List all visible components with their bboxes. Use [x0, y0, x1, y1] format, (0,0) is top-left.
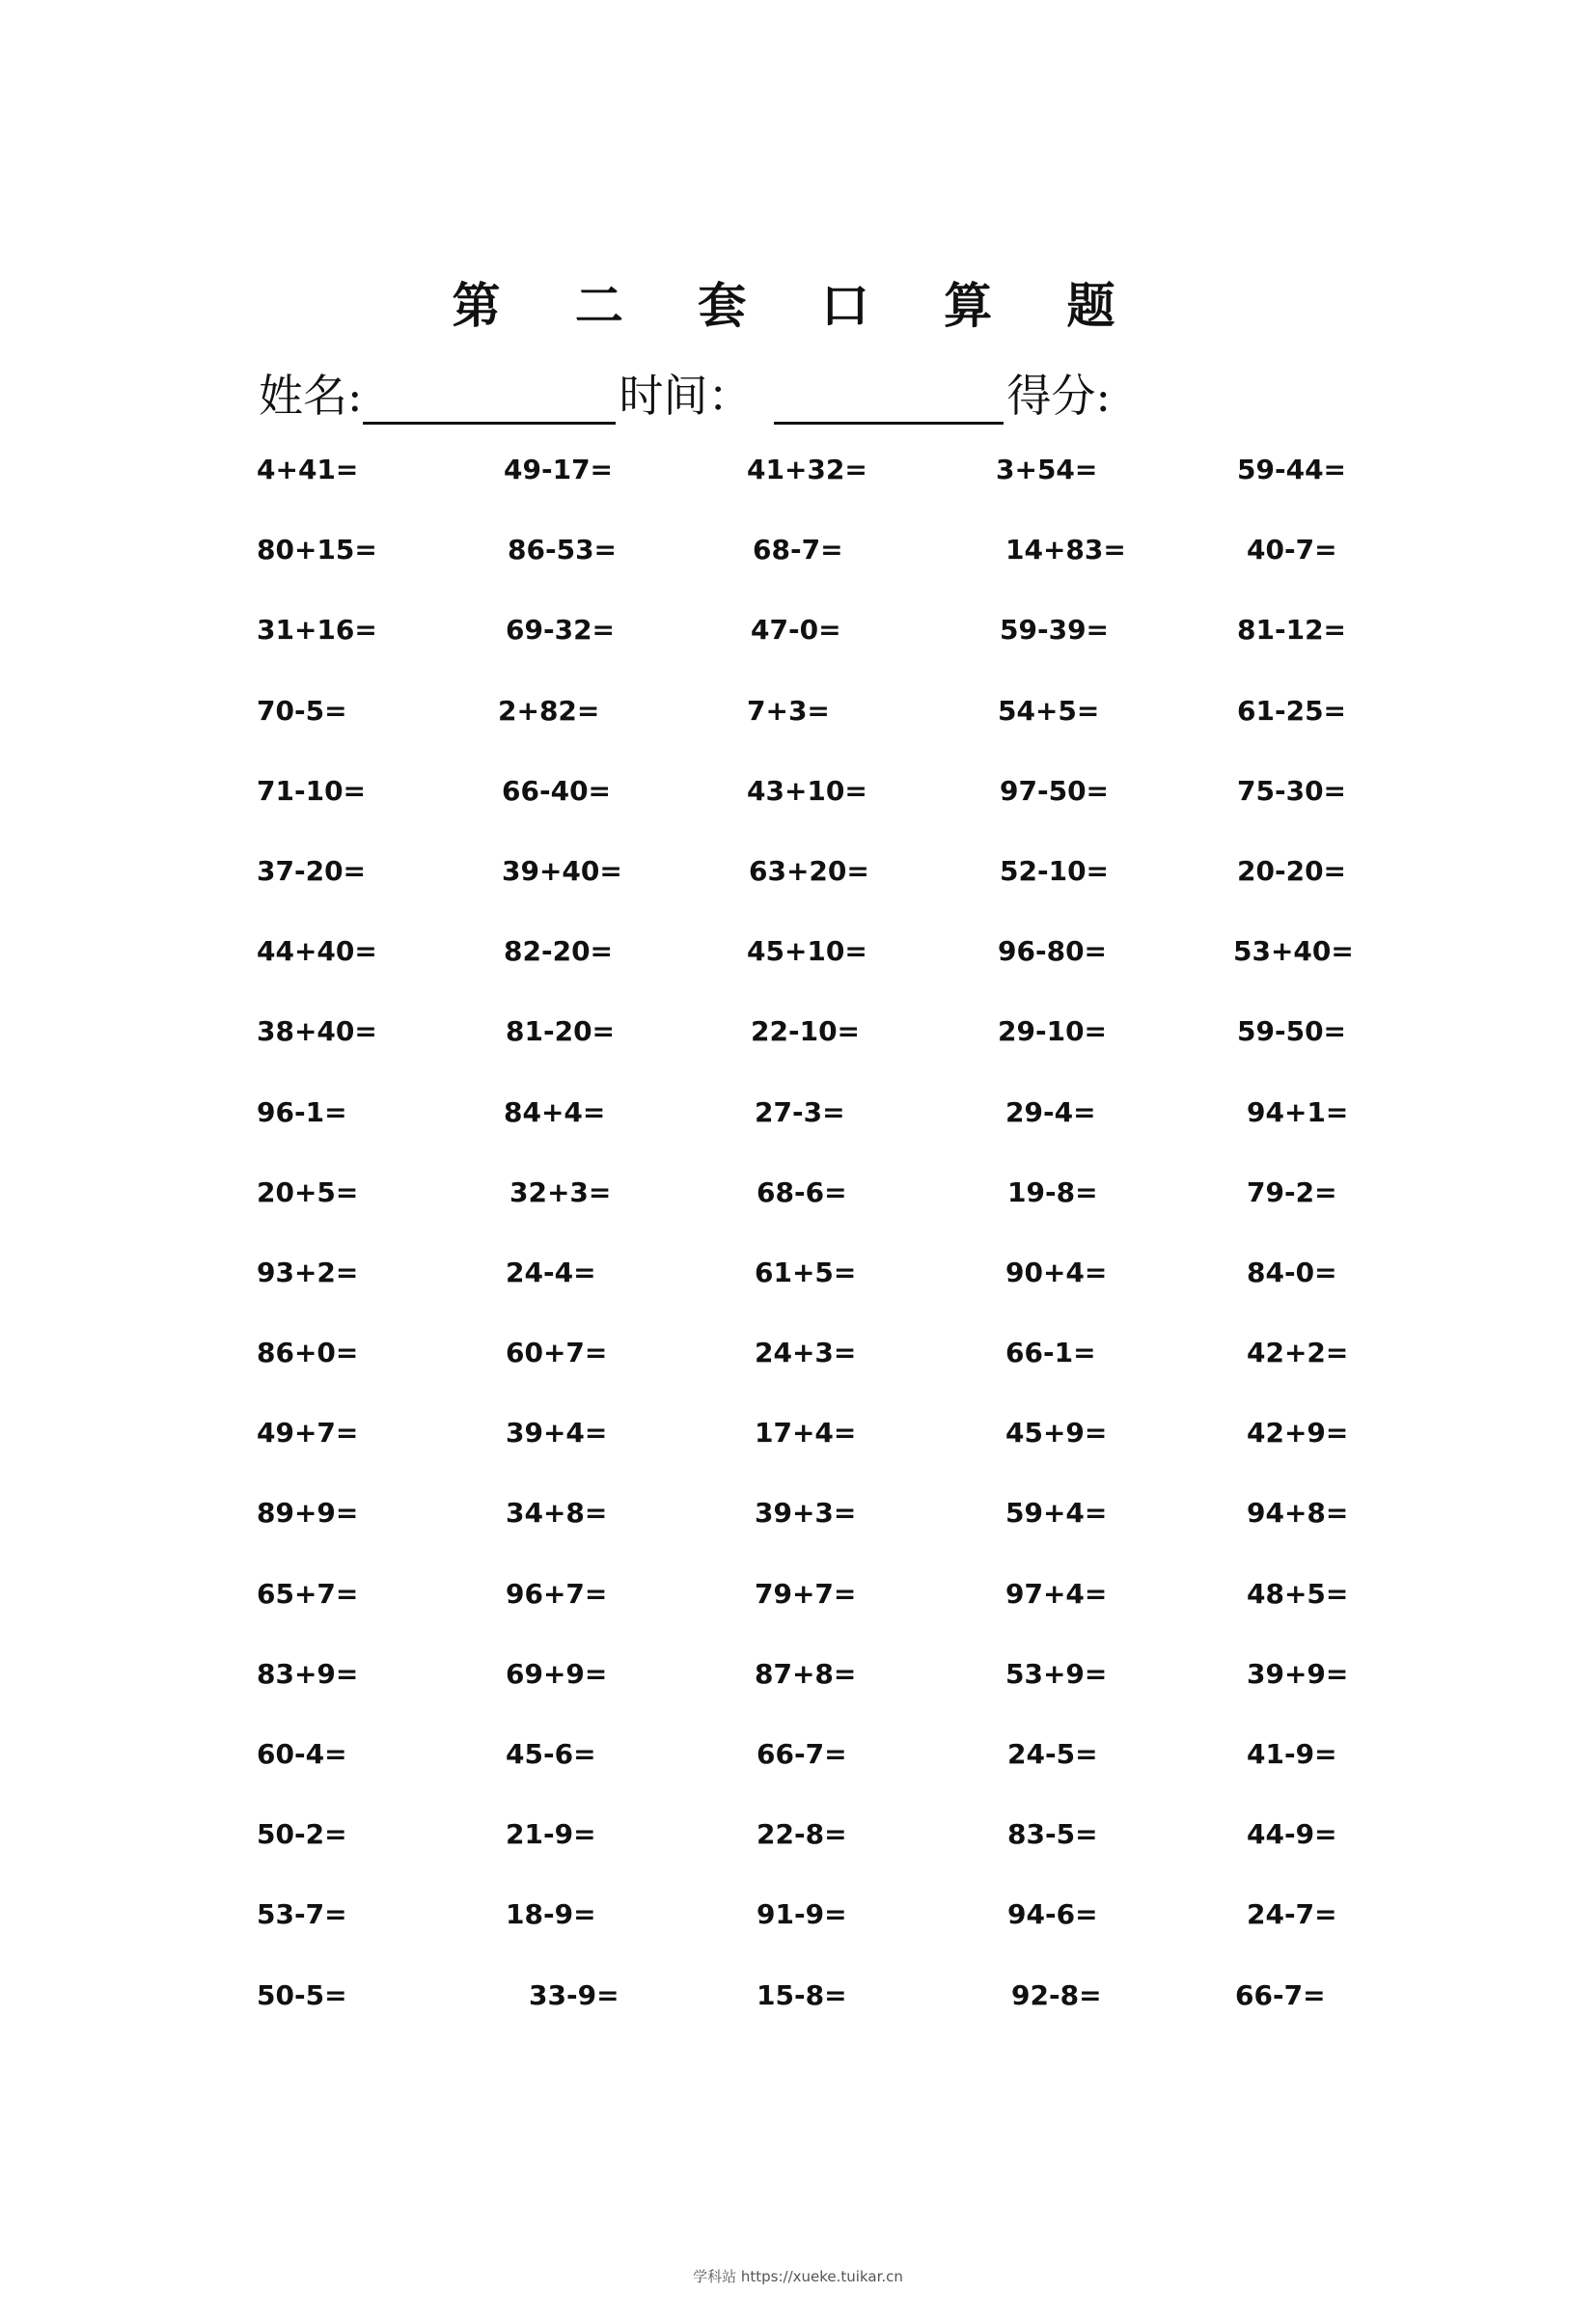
- problem-item: 66-7=: [757, 1738, 847, 1770]
- problem-row: [257, 1322, 1347, 1402]
- problem-item: 34+8=: [506, 1497, 608, 1530]
- problem-item: 84-0=: [1247, 1256, 1337, 1288]
- problem-item: 60-4=: [257, 1738, 347, 1770]
- problem-item: 15-8=: [757, 1978, 847, 2011]
- problem-item: 33-9=: [529, 1978, 619, 2011]
- problem-row: [257, 599, 1347, 679]
- problem-item: 44+40=: [257, 935, 377, 968]
- problem-item: 47-0=: [751, 614, 841, 647]
- problem-item: 94+1=: [1247, 1095, 1349, 1128]
- problem-item: 68-6=: [757, 1175, 847, 1208]
- problem-item: 92-8=: [1011, 1978, 1102, 2011]
- problem-item: 38+40=: [257, 1015, 377, 1048]
- problem-item: 59+4=: [1005, 1497, 1108, 1530]
- problem-row: [257, 519, 1347, 599]
- problem-item: 70-5=: [257, 694, 347, 727]
- problem-item: 66-1=: [1005, 1337, 1096, 1369]
- problem-row: [257, 921, 1354, 1001]
- problem-item: 81-12=: [1237, 614, 1347, 647]
- problem-item: 66-7=: [1235, 1978, 1326, 2011]
- problem-item: 39+3=: [755, 1497, 857, 1530]
- problem-item: 44-9=: [1247, 1818, 1337, 1851]
- problem-item: 66-40=: [502, 774, 612, 807]
- problem-row: [257, 1804, 1347, 1884]
- problem-item: 27-3=: [755, 1095, 845, 1128]
- problem-item: 39+4=: [506, 1417, 608, 1450]
- problem-item: 86+0=: [257, 1337, 359, 1369]
- problem-item: 96-1=: [257, 1095, 347, 1128]
- problem-item: 86-53=: [508, 534, 618, 566]
- problem-item: 59-39=: [1000, 614, 1110, 647]
- problem-item: 83-5=: [1007, 1818, 1098, 1851]
- problem-item: 52-10=: [1000, 854, 1110, 887]
- problem-item: 53+40=: [1233, 935, 1354, 968]
- problem-item: 40-7=: [1247, 534, 1337, 566]
- problem-item: 45+9=: [1005, 1417, 1108, 1450]
- problem-item: 3+54=: [996, 454, 1098, 485]
- problem-item: 20-20=: [1237, 854, 1347, 887]
- problem-item: 83+9=: [257, 1657, 359, 1690]
- problem-item: 94-6=: [1007, 1898, 1098, 1931]
- problem-row: [257, 439, 1347, 519]
- problem-item: 45-6=: [506, 1738, 596, 1770]
- problem-row: [257, 1402, 1347, 1482]
- problem-item: 32+3=: [509, 1175, 612, 1208]
- problem-item: 84+4=: [504, 1095, 606, 1128]
- problem-item: 59-44=: [1237, 454, 1347, 485]
- problem-item: 24-4=: [506, 1256, 596, 1288]
- problem-row: [257, 680, 1347, 760]
- problem-row: [257, 841, 1347, 921]
- problem-item: 17+4=: [755, 1417, 857, 1450]
- problem-item: 48+5=: [1247, 1577, 1349, 1610]
- problem-item: 68-7=: [753, 534, 843, 566]
- problem-item: 69-32=: [506, 614, 616, 647]
- problem-item: 61+5=: [755, 1256, 857, 1288]
- time-blank[interactable]: [774, 366, 1004, 425]
- problem-item: 79+7=: [755, 1577, 857, 1610]
- problem-item: 29-4=: [1005, 1095, 1096, 1128]
- footer-watermark: 学科站 https://xueke.tuikar.cn: [693, 2268, 903, 2285]
- problem-item: 20+5=: [257, 1175, 359, 1208]
- problem-item: 59-50=: [1237, 1015, 1347, 1048]
- problem-item: 43+10=: [747, 774, 867, 807]
- name-label: 姓名:: [259, 370, 363, 422]
- problem-item: 39+40=: [502, 854, 622, 887]
- problem-item: 97-50=: [1000, 774, 1110, 807]
- problem-item: 65+7=: [257, 1577, 359, 1610]
- problem-item: 31+16=: [257, 614, 377, 647]
- problem-grid: [257, 439, 1354, 2045]
- problem-row: [257, 1724, 1347, 1804]
- problem-item: 14+83=: [1005, 534, 1126, 566]
- problem-item: 82-20=: [504, 935, 614, 968]
- problem-item: 2+82=: [498, 694, 600, 727]
- problem-item: 94+8=: [1247, 1497, 1349, 1530]
- problem-item: 24+3=: [755, 1337, 857, 1369]
- problem-item: 75-30=: [1237, 774, 1347, 807]
- problem-item: 50-2=: [257, 1818, 347, 1851]
- problem-item: 61-25=: [1237, 694, 1347, 727]
- problem-item: 80+15=: [257, 534, 377, 566]
- problem-item: 81-20=: [506, 1015, 616, 1048]
- problem-item: 60+7=: [506, 1337, 608, 1369]
- problem-item: 91-9=: [757, 1898, 847, 1931]
- problem-item: 49-17=: [504, 454, 614, 485]
- problem-item: 69+9=: [506, 1657, 608, 1690]
- problem-item: 79-2=: [1247, 1175, 1337, 1208]
- name-blank[interactable]: [363, 366, 616, 425]
- problem-row: [257, 1162, 1347, 1242]
- problem-item: 90+4=: [1005, 1256, 1108, 1288]
- problem-item: 22-8=: [757, 1818, 847, 1851]
- student-info-row: [259, 357, 1111, 425]
- problem-item: 54+5=: [998, 694, 1100, 727]
- problem-item: 97+4=: [1005, 1577, 1108, 1610]
- problem-row: [257, 1082, 1347, 1162]
- problem-item: 41+32=: [747, 454, 867, 485]
- problem-item: 53-7=: [257, 1898, 347, 1931]
- problem-item: 96-80=: [998, 935, 1108, 968]
- problem-row: [257, 1884, 1347, 1964]
- problem-item: 93+2=: [257, 1256, 359, 1288]
- problem-row: [257, 1965, 1347, 2045]
- problem-row: [257, 1644, 1347, 1724]
- problem-item: 87+8=: [755, 1657, 857, 1690]
- problem-row: [257, 760, 1347, 841]
- problem-item: 7+3=: [747, 694, 830, 727]
- score-label: 得分:: [1006, 370, 1111, 422]
- problem-row: [257, 1001, 1347, 1081]
- problem-row: [257, 1482, 1347, 1562]
- problem-item: 19-8=: [1007, 1175, 1098, 1208]
- problem-item: 21-9=: [506, 1818, 596, 1851]
- problem-item: 24-7=: [1247, 1898, 1337, 1931]
- problem-item: 53+9=: [1005, 1657, 1108, 1690]
- problem-row: [257, 1242, 1347, 1322]
- problem-item: 4+41=: [257, 454, 359, 485]
- page-title: 第 二 套 口 算 题: [452, 277, 1144, 334]
- problem-item: 42+2=: [1247, 1337, 1349, 1369]
- problem-item: 37-20=: [257, 854, 367, 887]
- problem-item: 49+7=: [257, 1417, 359, 1450]
- time-label: 时间：: [619, 370, 753, 422]
- problem-item: 22-10=: [751, 1015, 861, 1048]
- problem-row: [257, 1563, 1347, 1644]
- problem-item: 96+7=: [506, 1577, 608, 1610]
- problem-item: 71-10=: [257, 774, 367, 807]
- problem-item: 45+10=: [747, 935, 867, 968]
- problem-item: 42+9=: [1247, 1417, 1349, 1450]
- problem-item: 18-9=: [506, 1898, 596, 1931]
- problem-item: 41-9=: [1247, 1738, 1337, 1770]
- problem-item: 63+20=: [749, 854, 869, 887]
- problem-item: 29-10=: [998, 1015, 1108, 1048]
- problem-item: 89+9=: [257, 1497, 359, 1530]
- problem-item: 24-5=: [1007, 1738, 1098, 1770]
- problem-item: 50-5=: [257, 1978, 347, 2011]
- problem-item: 39+9=: [1247, 1657, 1349, 1690]
